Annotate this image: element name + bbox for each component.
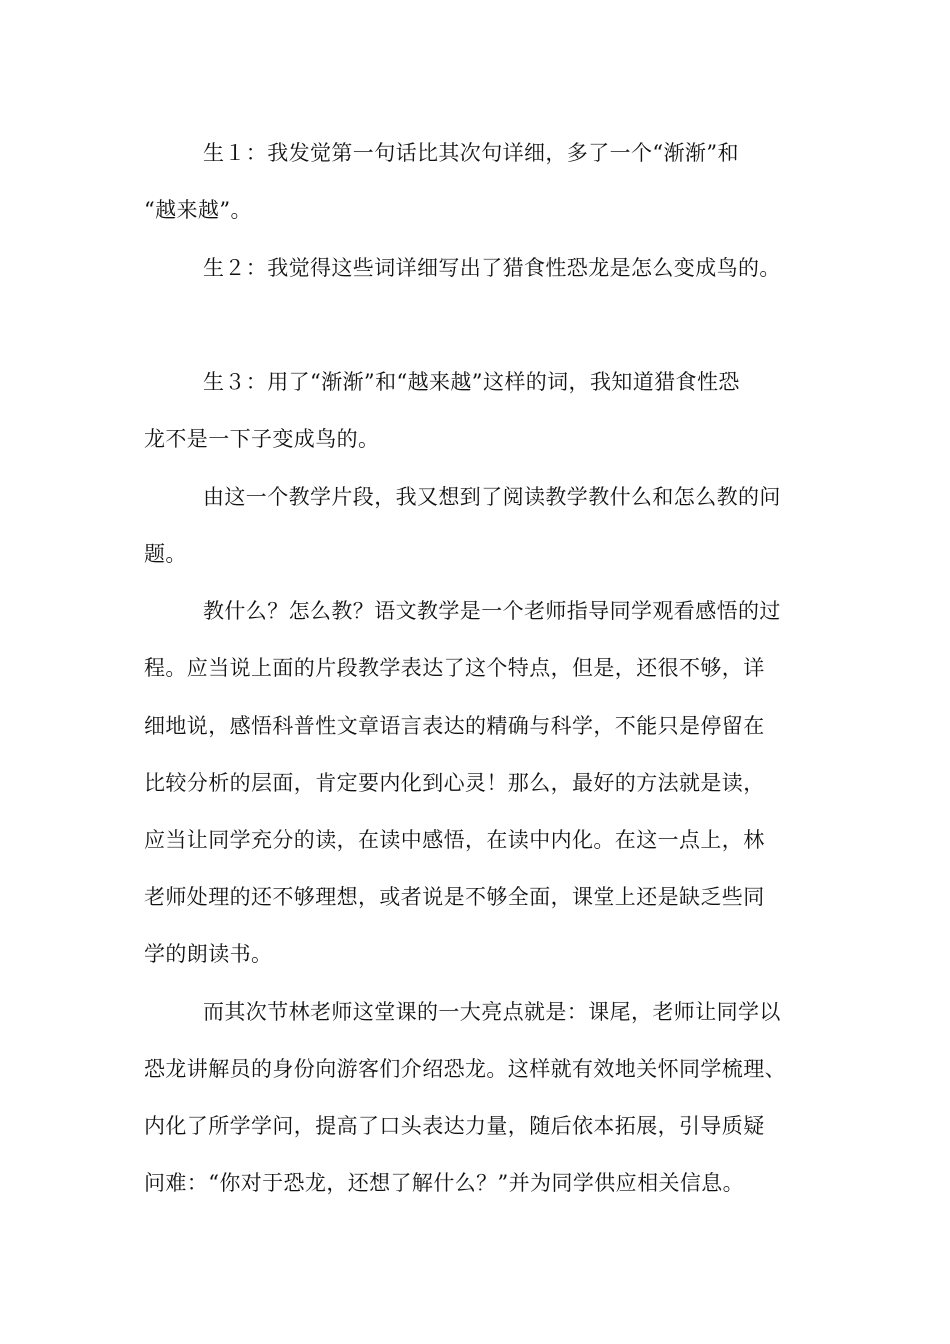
student-2-line: 生２：我觉得这些词详细写出了猎食性恐龙是怎么变成鸟的。 (203, 256, 781, 280)
paragraph-2-line-3: 细地说，感悟科普性文章语言表达的精确与科学，不能只是停留在 (144, 714, 765, 738)
student-1-line-1: 生１：我发觉第一句话比其次句详细，多了一个“渐渐”和 (203, 141, 739, 165)
paragraph-2-line-5: 应当让同学充分的读，在读中感悟，在读中内化。在这一点上，林 (144, 828, 765, 852)
paragraph-3-line-4: 问难：“你对于恐龙，还想了解什么？”并为同学供应相关信息。 (144, 1171, 745, 1195)
paragraph-1-line-2: 题。 (144, 542, 187, 566)
paragraph-2-line-2: 程。应当说上面的片段教学表达了这个特点，但是，还很不够，详 (144, 656, 765, 680)
paragraph-2-line-7: 学的朗读书。 (144, 942, 273, 966)
student-3-line-1: 生３：用了“渐渐”和“越来越”这样的词，我知道猎食性恐 (203, 370, 740, 394)
paragraph-2-line-4: 比较分析的层面，肯定要内化到心灵！那么，最好的方法就是读， (144, 771, 765, 795)
paragraph-2-line-6: 老师处理的还不够理想，或者说是不够全面，课堂上还是缺乏些同 (144, 885, 765, 909)
student-1-line-2: “越来越”。 (144, 198, 252, 222)
paragraph-1-line-1: 由这一个教学片段，我又想到了阅读教学教什么和怎么教的问 (203, 485, 781, 509)
paragraph-3-line-3: 内化了所学学问，提高了口头表达力量，随后依本拓展，引导质疑 (144, 1114, 765, 1138)
student-3-line-2: 龙不是一下子变成鸟的。 (144, 427, 380, 451)
paragraph-3-line-2: 恐龙讲解员的身份向游客们介绍恐龙。这样就有效地关怀同学梳理、 (144, 1057, 786, 1081)
paragraph-3-line-1: 而其次节林老师这堂课的一大亮点就是：课尾，老师让同学以 (203, 1000, 781, 1024)
paragraph-2-line-1: 教什么？怎么教？语文教学是一个老师指导同学观看感悟的过 (203, 599, 781, 623)
